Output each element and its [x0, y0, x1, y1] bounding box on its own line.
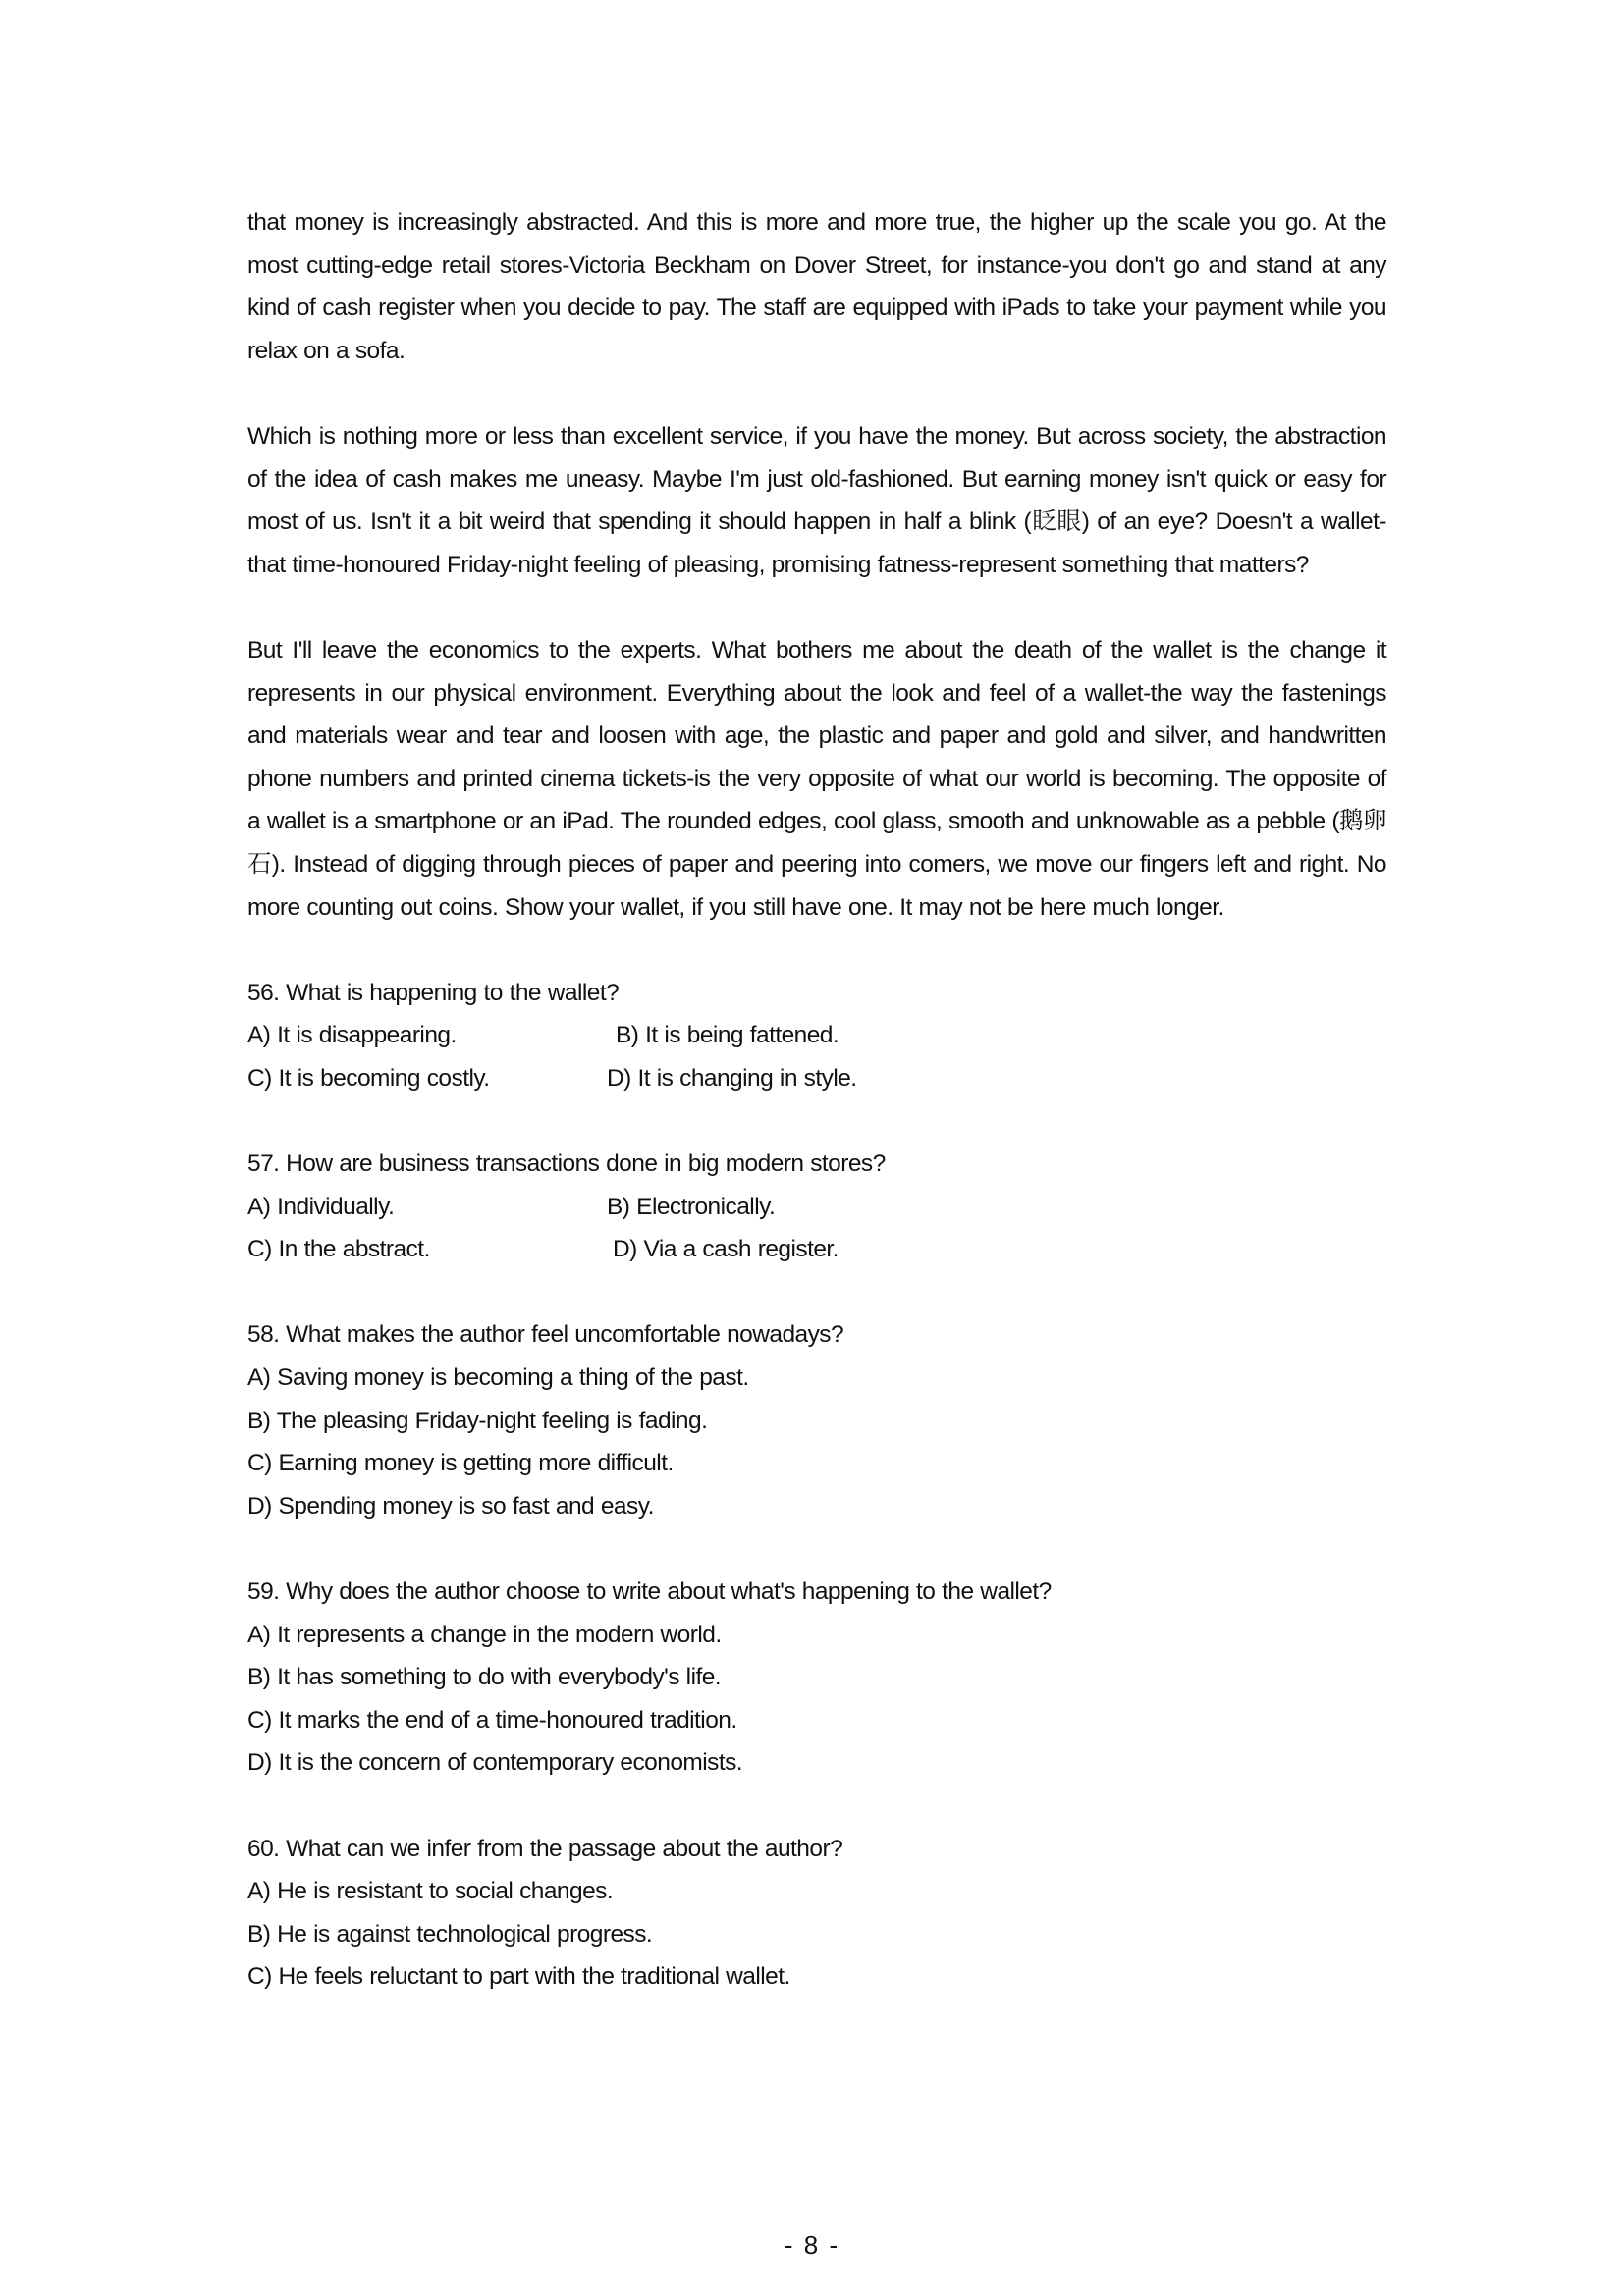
passage-paragraph-2: Which is nothing more or less than excellent service, if you have the money. But across society, the abstraction of the idea of cash makes me uneasy. Maybe I'm just old-fashioned. But earning money isn't quick or easy for most of us. Isn't it a bit weird that spending it should happen in half a blink (眨眼) of an eye? Doesn't a wallet-that time-honoured Friday-night feeling of pleasing, promising fatness-represent something that matters?: [247, 422, 1386, 578]
question-57: [247, 1143, 1386, 1271]
passage-paragraph-1: that money is increasingly abstracted. And this is more and more true, the higher up the scale you go. At the most cutting-edge retail stores-Victoria Beckham on Dover Street, for instance-you don't go and stand at any kind of cash register when you decide to pay. The staff are equipped with iPads to take your payment while you relax on a sofa.: [247, 209, 1386, 364]
question-stem: 58. What makes the author feel uncomfortable nowadays?: [247, 1321, 844, 1349]
question-59: [247, 1571, 1386, 1785]
option-d: D) It is the concern of contemporary economists.: [247, 1749, 743, 1777]
option-c: C) In the abstract.: [247, 1236, 430, 1263]
option-a: A) It represents a change in the modern world.: [247, 1621, 722, 1648]
question-stem: 57. How are business transactions done in big modern stores?: [247, 1150, 886, 1178]
question-stem: 59. Why does the author choose to write about what's happening to the wallet?: [247, 1578, 1052, 1605]
option-b: B) It is being fattened.: [616, 1022, 839, 1049]
option-d: D) Via a cash register.: [613, 1236, 839, 1263]
option-c: C) It marks the end of a time-honoured tradition.: [247, 1706, 737, 1734]
question-58: [247, 1313, 1386, 1527]
option-c: C) It is becoming costly.: [247, 1064, 490, 1092]
passage-paragraph-3: But I'll leave the economics to the experts. What bothers me about the death of the wallet is the change it represents in our physical environment. Everything about the look and feel of a wallet-the way the fastenings and materials wear and tear and loosen with age, the plastic and paper and gold and silver, and handwritten phone numbers and printed cinema tickets-is the very opposite of what our world is becoming. The opposite of a wallet is a smartphone or an iPad. The rounded edges, cool glass, smooth and unknowable as a pebble (鹅卵石). Instead of digging through pieces of paper and peering into comers, we move our fingers left and right. No more counting out coins. Show your wallet, if you still have one. It may not be here much longer.: [247, 636, 1386, 921]
option-a: A) Saving money is becoming a thing of the past.: [247, 1364, 749, 1392]
option-a: A) He is resistant to social changes.: [247, 1878, 614, 1905]
question-stem: 60. What can we infer from the passage about the author?: [247, 1835, 843, 1862]
option-a: A) Individually.: [247, 1193, 395, 1220]
question-60: [247, 1828, 1386, 1999]
option-b: B) He is against technological progress.: [247, 1920, 653, 1948]
question-stem: 56. What is happening to the wallet?: [247, 979, 620, 1006]
option-c: C) He feels reluctant to part with the traditional wallet.: [247, 1963, 790, 1991]
option-c: C) Earning money is getting more difficult.: [247, 1450, 674, 1477]
question-56: [247, 972, 1386, 1100]
page-number: - 8 -: [784, 2230, 840, 2260]
option-b: B) It has something to do with everybody's life.: [247, 1664, 722, 1691]
document-page: [247, 201, 1386, 2042]
option-a: A) It is disappearing.: [247, 1022, 457, 1049]
option-b: B) The pleasing Friday-night feeling is fading.: [247, 1407, 708, 1434]
option-d: D) It is changing in style.: [607, 1064, 857, 1092]
option-b: B) Electronically.: [607, 1193, 776, 1220]
option-d: D) Spending money is so fast and easy.: [247, 1492, 654, 1520]
